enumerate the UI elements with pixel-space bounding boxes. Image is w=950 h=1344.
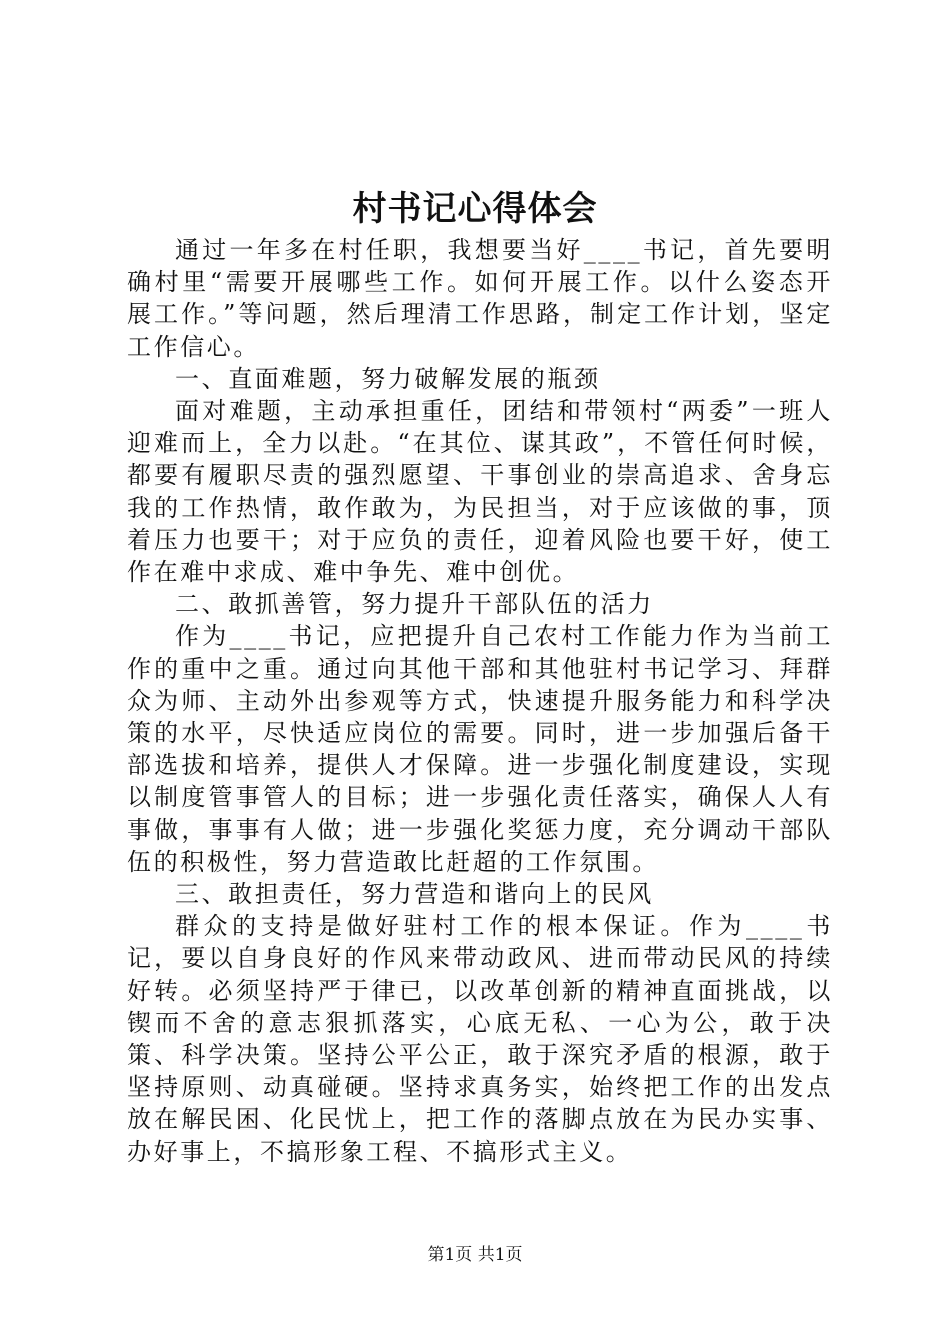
paragraph-section-3: 群众的支持是做好驻村工作的根本保证。作为____书记，要以自身良好的作风来带动政风、进而带动民风的持续好转。必须坚持严于律已，以改革创新的精神直面挑战，以锲而不舍的意志狠抓落实，心底无私、一心为公，敢于决策、科学决策。坚持公平公正，敢于深究矛盾的根源，敢于坚持原则、动真碰硬。坚持求真务实，始终把工作的出发点放在解民困、化民忧上，把工作的落脚点放在为民办实事、办好事上，不搞形象工程、不搞形式主义。 xyxy=(127,912,833,1166)
paragraph-section-2: 作为____书记，应把提升自己农村工作能力作为当前工作的重中之重。通过向其他干部和其他驻村书记学习、拜群众为师、主动外出参观等方式，快速提升服务能力和科学决策的水平，尽快适应岗位的需要。同时，进一步加强后备干部选拔和培养，提供人才保障。进一步强化制度建设，实现以制度管事管人的目标；进一步强化责任落实，确保人人有事做，事事有人做；进一步强化奖惩力度，充分调动干部队伍的积极性，努力营造敢比赶超的工作氛围。 xyxy=(127,622,833,876)
section-heading-2: 二、敢抓善管，努力提升干部队伍的活力 xyxy=(175,590,654,619)
section-heading-1: 一、直面难题，努力破解发展的瓶颈 xyxy=(175,364,601,393)
section-heading-3: 三、敢担责任，努力营造和谐向上的民风 xyxy=(175,880,654,909)
page-footer: 第1页 共1页 xyxy=(427,1245,523,1265)
document-body xyxy=(127,234,833,1168)
paragraph-section-1: 面对难题，主动承担重任，团结和带领村“两委”一班人迎难而上，全力以赴。“在其位、谋其政”，不管任何时候，都要有履职尽责的强烈愿望、干事创业的崇高追求、舍身忘我的工作热情，敢作敢为，为民担当，对于应该做的事，顶着压力也要干；对于应负的责任，迎着风险也要干好，使工作在难中求成、难中争先、难中创优。 xyxy=(127,397,833,587)
paragraph-intro: 通过一年多在村任职，我想要当好____书记，首先要明确村里“需要开展哪些工作。如何开展工作。以什么姿态开展工作。”等问题，然后理清工作思路，制定工作计划，坚定工作信心。 xyxy=(127,236,833,361)
document-title: 村书记心得体会 xyxy=(352,189,598,229)
